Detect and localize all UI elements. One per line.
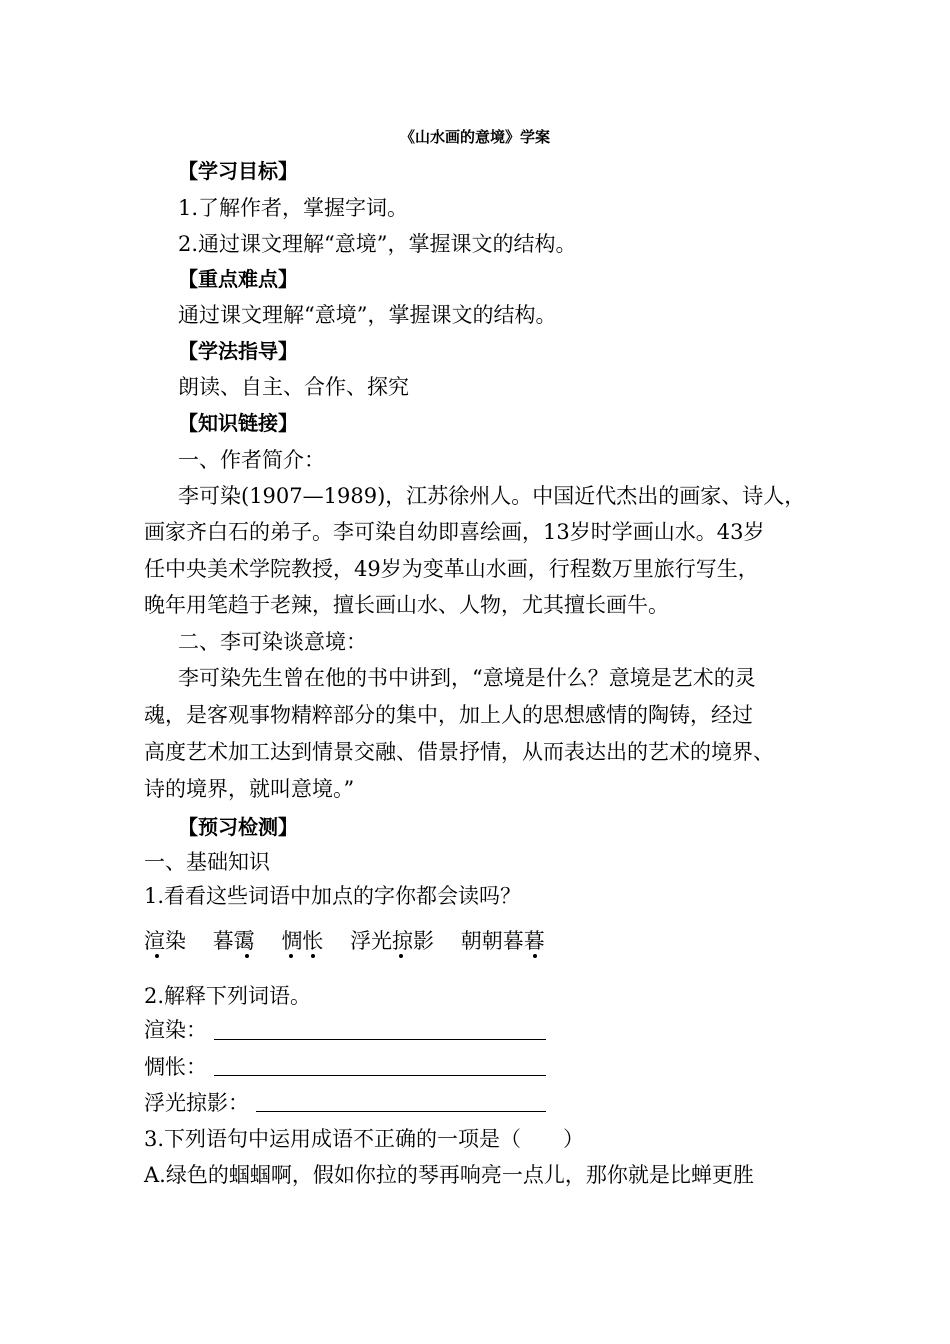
author-line: 任中央美术学院教授，49岁为变革山水画，行程数万里旅行写生， (144, 557, 759, 581)
question-1: 1.看看这些词语中加点的字你都会读吗？ (144, 884, 522, 908)
word-item: 惆怅 (281, 929, 324, 953)
basic-knowledge-heading: 一、基础知识 (144, 850, 270, 874)
objective-1: 1.了解作者，掌握字词。 (178, 196, 409, 220)
emphasis-dot (533, 954, 537, 958)
word-item: 朝朝暮暮 (460, 929, 545, 953)
knowledge-header: 【知识链接】 (178, 411, 298, 435)
methods-header: 【学法指导】 (178, 339, 298, 363)
objectives-header: 【学习目标】 (178, 159, 298, 183)
word-item: 暮霭 (212, 929, 255, 953)
yijing-line: 高度艺术加工达到情景交融、借景抒情，从而表达出的艺术的境界、 (144, 740, 774, 764)
question-3: 3.下列语句中运用成语不正确的一项是（ ） (144, 1127, 585, 1151)
pronunciation-words (144, 926, 545, 956)
author-line: 画家齐白石的弟子。李可染自幼即喜绘画，13岁时学画山水。43岁 (144, 520, 765, 544)
key-points-header: 【重点难点】 (178, 267, 298, 291)
emphasis-dot (311, 954, 315, 958)
answer-blank[interactable] (214, 1039, 546, 1040)
author-line: 李可染(1907—1989)，江苏徐州人。中国近代杰出的画家、诗人， (178, 484, 806, 508)
word-item: 渲染 (144, 929, 186, 953)
emphasis-dot (289, 954, 293, 958)
question-2: 2.解释下列词语。 (144, 984, 312, 1008)
author-heading: 一、作者简介： (178, 448, 325, 472)
key-points-text: 通过课文理解“意境”，掌握课文的结构。 (178, 303, 557, 327)
preview-header: 【预习检测】 (178, 815, 298, 839)
term-label: 浮光掠影： (144, 1091, 249, 1115)
page-title: 《山水画的意境》学案 (399, 128, 550, 146)
question-3-option-a: A.绿色的蝈蝈啊，假如你拉的琴再响亮一点儿，那你就是比蝉更胜 (144, 1163, 754, 1187)
answer-blank[interactable] (214, 1075, 546, 1076)
term-label: 渲染： (144, 1018, 207, 1042)
emphasis-dot (155, 954, 159, 958)
emphasis-dot (399, 954, 403, 958)
objective-2: 2.通过课文理解“意境”，掌握课文的结构。 (178, 232, 577, 256)
yijing-line: 诗的境界，就叫意境。” (144, 777, 355, 801)
answer-blank[interactable] (256, 1111, 546, 1112)
term-label: 惆怅： (144, 1055, 207, 1079)
emphasis-dot (245, 954, 249, 958)
author-line: 晚年用笔趋于老辣，擅长画山水、人物，尤其擅长画牛。 (144, 593, 669, 617)
methods-text: 朗读、自主、合作、探究 (178, 375, 409, 399)
yijing-line: 李可染先生曾在他的书中讲到，“意境是什么？意境是艺术的灵 (178, 666, 756, 690)
word-item: 浮光掠影 (350, 929, 435, 953)
yijing-heading: 二、李可染谈意境： (178, 630, 367, 654)
yijing-line: 魂，是客观事物精粹部分的集中，加上人的思想感情的陶铸，经过 (144, 703, 753, 727)
